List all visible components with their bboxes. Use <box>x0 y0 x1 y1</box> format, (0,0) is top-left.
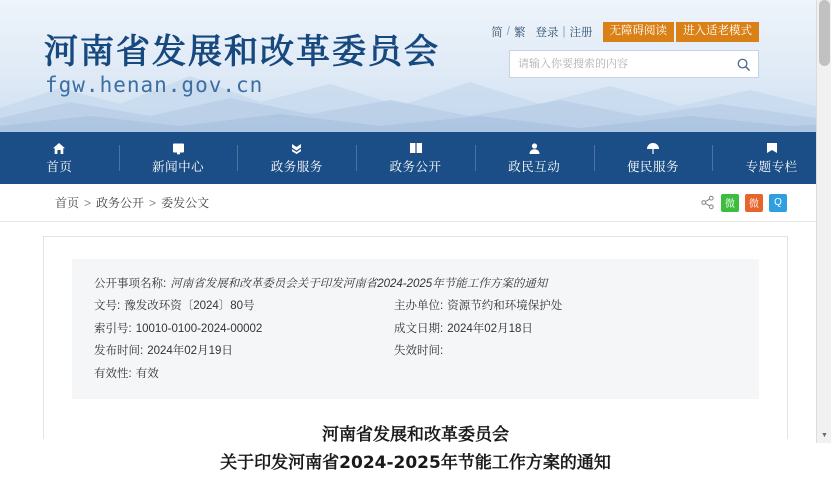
home-icon <box>52 141 66 155</box>
search-button[interactable] <box>728 51 758 77</box>
metadata-row <box>94 318 737 340</box>
utility-bar <box>491 22 759 42</box>
share-qq-icon[interactable]: Q <box>769 194 787 212</box>
scrollbar-thumb[interactable] <box>819 0 830 66</box>
nav-item-public-interaction[interactable] <box>475 132 594 184</box>
nav-item-special-columns[interactable] <box>712 132 831 184</box>
nav-item-home[interactable] <box>0 132 119 184</box>
book-icon <box>409 141 423 155</box>
share-icon[interactable] <box>699 195 715 211</box>
nav-item-convenience-services[interactable] <box>594 132 713 184</box>
page-body <box>0 222 831 474</box>
metadata-value: 豫发改环资〔2024〕80号 <box>124 300 255 313</box>
metadata-row <box>94 295 737 317</box>
nav-item-government-disclosure[interactable] <box>356 132 475 184</box>
metadata-label: 成文日期: <box>394 322 444 335</box>
login-link[interactable]: 登录 <box>535 26 559 39</box>
breadcrumb-separator: > <box>84 195 92 210</box>
site-domain: fgw.henan.gov.cn <box>45 73 264 97</box>
main-navigation <box>0 132 831 184</box>
metadata-label: 文号: <box>94 300 121 313</box>
metadata-row <box>94 340 737 362</box>
nav-label: 新闻中心 <box>152 160 205 174</box>
metadata-value: 资源节约和环境保护处 <box>447 300 563 313</box>
metadata-row <box>94 273 737 295</box>
elder-mode-button[interactable]: 进入适老模式 <box>676 22 759 42</box>
lang-simplified-link[interactable]: 简 <box>491 26 503 39</box>
metadata-label: 主办单位: <box>394 300 444 313</box>
scroll-down-icon[interactable]: ▼ <box>821 432 828 439</box>
document-title <box>72 421 759 477</box>
flag-icon <box>766 141 778 155</box>
document-title-line-2: 关于印发河南省2024-2025年节能工作方案的通知 <box>220 453 611 474</box>
page-scrollbar[interactable] <box>816 0 831 443</box>
search-icon <box>736 57 751 72</box>
metadata-value: 河南省发展和改革委员会关于印发河南省2024-2025年节能工作方案的通知 <box>170 278 548 290</box>
nav-label: 政务服务 <box>270 160 323 174</box>
metadata-label: 发布时间: <box>94 345 144 358</box>
search-input[interactable] <box>510 58 728 70</box>
metadata-label: 索引号: <box>94 322 132 335</box>
share-wechat-icon[interactable]: 微 <box>721 194 739 212</box>
metadata-row <box>94 363 737 385</box>
site-header-banner <box>0 0 831 132</box>
breadcrumb-item-home[interactable]: 首页 <box>55 196 80 210</box>
news-icon <box>172 141 185 155</box>
document-metadata-box <box>72 259 759 399</box>
login-separator: | <box>562 25 566 38</box>
service-icon <box>289 141 304 155</box>
register-link[interactable]: 注册 <box>569 26 593 39</box>
nav-label: 专题专栏 <box>745 160 798 174</box>
nav-label: 首页 <box>46 160 73 174</box>
barrier-free-button[interactable]: 无障碍阅读 <box>603 22 675 42</box>
share-group <box>699 194 787 212</box>
document-title-line-1: 河南省发展和改革委员会 <box>322 425 509 446</box>
metadata-label: 有效性: <box>94 367 132 380</box>
metadata-value: 有效 <box>135 367 159 380</box>
breadcrumb-separator: > <box>149 195 157 210</box>
breadcrumb-item-disclosure[interactable]: 政务公开 <box>96 196 145 210</box>
umbrella-icon <box>646 141 660 155</box>
article-card <box>43 236 788 474</box>
nav-label: 政民互动 <box>508 160 561 174</box>
share-weibo-icon[interactable]: 微 <box>745 194 763 212</box>
nav-item-services[interactable] <box>237 132 356 184</box>
lang-separator: / <box>506 25 510 38</box>
breadcrumb <box>55 194 209 211</box>
metadata-value: 2024年02月18日 <box>447 322 533 335</box>
search-box[interactable] <box>509 50 759 78</box>
nav-label: 便民服务 <box>626 160 679 174</box>
breadcrumb-bar <box>0 184 831 222</box>
people-icon <box>528 141 541 155</box>
metadata-label: 公开事项名称: <box>94 278 167 290</box>
metadata-value: 2024年02月19日 <box>147 345 233 358</box>
site-title: 河南省发展和改革委员会 <box>44 32 440 72</box>
breadcrumb-item-official-documents[interactable]: 委发公文 <box>161 196 210 210</box>
lang-traditional-link[interactable]: 繁 <box>514 26 526 39</box>
metadata-label: 失效时间: <box>394 345 444 358</box>
metadata-value: 10010-0100-2024-00002 <box>135 322 263 335</box>
nav-item-news[interactable] <box>119 132 238 184</box>
nav-label: 政务公开 <box>389 160 442 174</box>
